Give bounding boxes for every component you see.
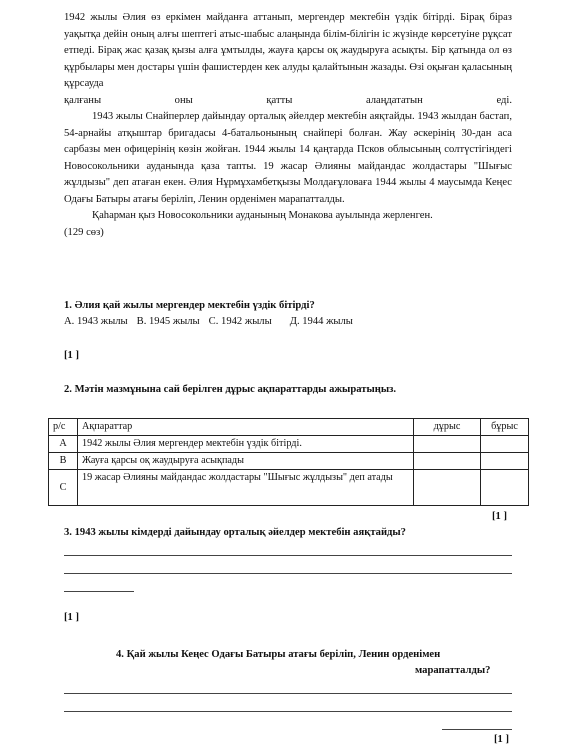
answer-line[interactable] xyxy=(64,711,512,712)
false-cell[interactable] xyxy=(481,453,529,470)
row-text: 19 жасар Әлияны майдандас жолдастары "Шығыс жұлдызы" деп атады xyxy=(78,470,414,506)
row-text: Жауға қарсы оқ жаудыруға асықпады xyxy=(78,453,414,470)
paragraph-2: 1943 жылы Снайперлер дайындау орталық әйелдер мектебін аяқтайды. 1943 жылдан бастап, 54-арнайы атқыштар бригадасы 4-батальонының снайпері болған. Жау әскерінің 30-дан аса сарбазы мен офицерінің көзін жойған. 1944 жылы 14 қаңтарда Псков облысының солтүстігіндегі Новосокольники ауданында қаза тапты. 19 жасар Әлияны майдандас жолдастары "Шығыс жұлдызы" деп атаған екен. Әлия Нұрмұхамбетқызы Молдағұловаға 1944 жылы 4 маусымда Кеңес Одағы Батыры атағы беріліп, Ленин орденімен марапатталды. xyxy=(64,111,512,205)
header-info: Ақпараттар xyxy=(78,419,414,436)
header-true: дұрыс xyxy=(414,419,481,436)
question-1-mark: [1 ] xyxy=(64,350,80,361)
table-row xyxy=(49,453,529,470)
question-1: 1. Әлия қай жылы мергендер мектебін үздік бітірді? xyxy=(64,300,315,311)
paragraph-1-last-line: қалғаны оны қатты алаңдататын еді. xyxy=(64,94,512,106)
row-id: А xyxy=(49,436,78,453)
row-id: В xyxy=(49,453,78,470)
word-count: (129 сөз) xyxy=(64,226,104,238)
question-2: 2. Мәтін мазмұнына сай берілген дұрыс ақпараттарды ажыратыңыз. xyxy=(64,384,396,395)
table-row xyxy=(49,470,529,506)
true-cell[interactable] xyxy=(414,436,481,453)
question-4-line-2: марапатталды? xyxy=(415,665,491,676)
question-2-mark: [1 ] xyxy=(492,511,508,522)
answer-line[interactable] xyxy=(64,573,512,574)
question-3: 3. 1943 жылы кімдерді дайындау орталық әйелдер мектебін аяқтайды? xyxy=(64,527,406,538)
false-cell[interactable] xyxy=(481,436,529,453)
row-id: С xyxy=(49,470,78,506)
table-header-row xyxy=(49,419,529,436)
row-text: 1942 жылы Әлия мергендер мектебін үздік бітірді. xyxy=(78,436,414,453)
reading-text xyxy=(64,10,512,241)
answer-line[interactable] xyxy=(442,729,512,730)
header-number: р/с xyxy=(49,419,78,436)
paragraph-3: Қаһарман қыз Новосокольники ауданының Монакова ауылында жерленген. xyxy=(92,210,433,221)
option-d: Д. 1944 жылы xyxy=(289,316,353,327)
answer-line[interactable] xyxy=(64,591,134,592)
question-1-options xyxy=(64,316,353,327)
false-cell[interactable] xyxy=(481,470,529,506)
question-3-mark: [1 ] xyxy=(64,612,80,623)
option-b: В. 1945 жылы xyxy=(136,316,200,327)
table-row xyxy=(49,436,529,453)
question-4-line-1: 4. Қай жылы Кеңес Одағы Батыры атағы беріліп, Ленин орденімен xyxy=(116,649,441,660)
header-false: бұрыс xyxy=(481,419,529,436)
true-cell[interactable] xyxy=(414,470,481,506)
true-cell[interactable] xyxy=(414,453,481,470)
option-a: А. 1943 жылы xyxy=(64,316,128,327)
paragraph-1: 1942 жылы Әлия өз еркімен майданға аттанып, мергендер мектебін үздік бітірді. Бірақ біраз уақытқа дейін оның алғы шептегі атыс-шабыс алаңында білім-білігін іс жүзінде көрсетуіне рұқсат етпеді. Бірақ жас қазақ қызы алға ұмтылды, жауға қарсы оқ жаудыруға асықты. Бір қатында ол өз құрбылары мен достары үшін фашистерден кек алуды қалайтынын жазады. Өзі оқыған қаласының құрсауда xyxy=(64,12,512,89)
answer-line[interactable] xyxy=(64,693,512,694)
answer-table xyxy=(48,418,529,506)
answer-line[interactable] xyxy=(64,555,512,556)
option-c: С. 1942 жылы xyxy=(208,316,272,327)
question-4-mark: [1 ] xyxy=(494,734,510,745)
